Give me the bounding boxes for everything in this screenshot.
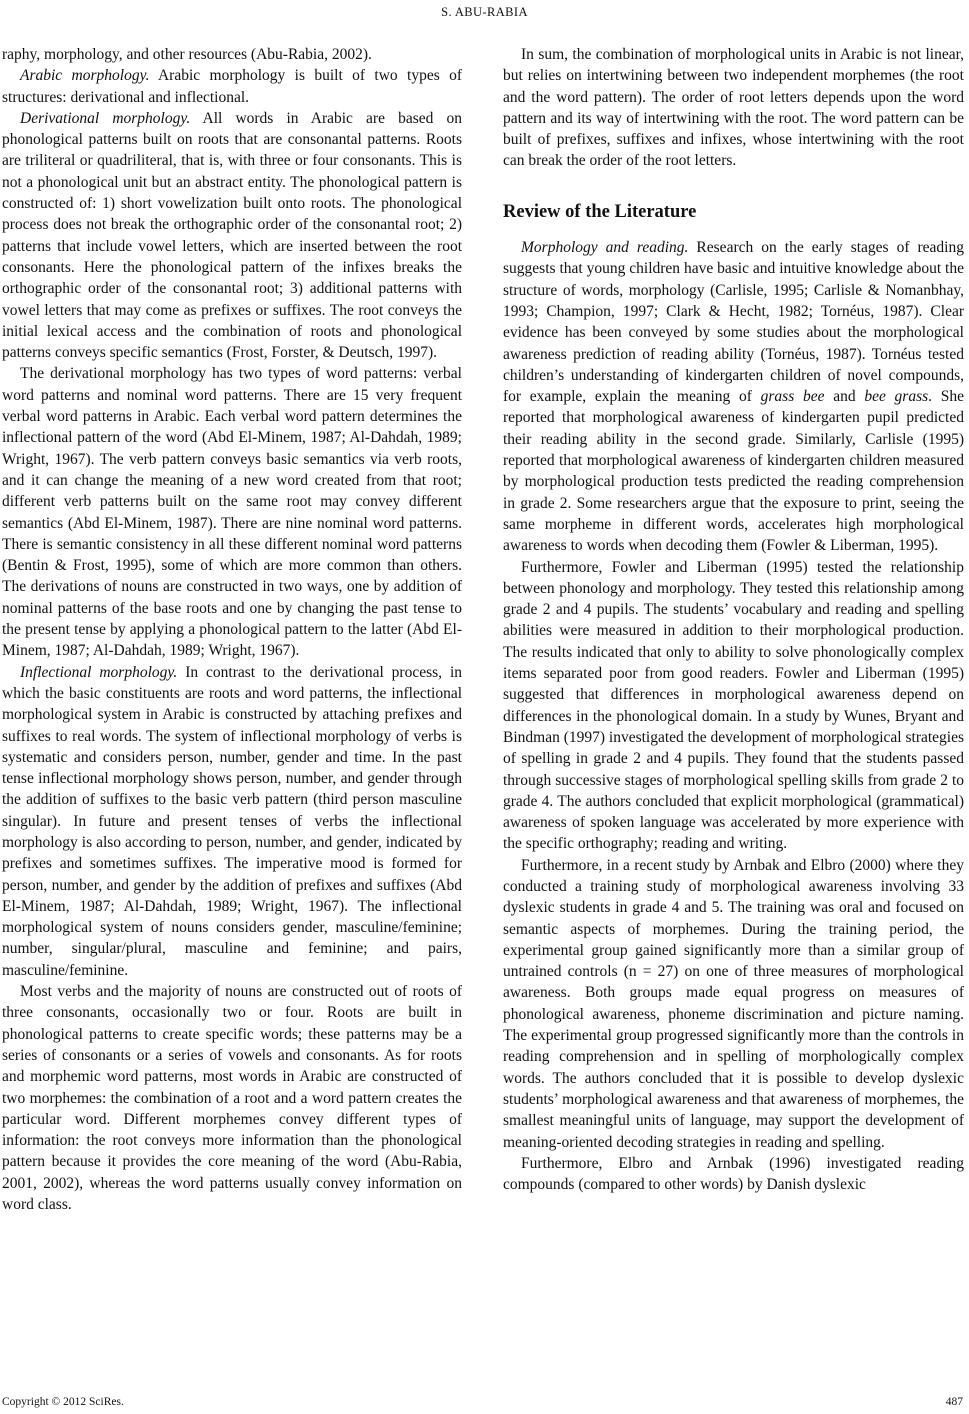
paragraph-lead: Derivational morphology.	[20, 109, 191, 127]
paragraph-lead: Arabic morphology.	[20, 67, 150, 85]
paragraph: Most verbs and the majority of nouns are constructed out of roots of three consonants, occasionally two or four. Roots are built in phonological patterns to create specific words; these patterns may be a series of consonants or a series of vowels and consonants. As for roots and morphemic word patterns, most words in Arabic are constructed of two morphemes: the combination of a root and a word pattern creates the particular word. Different morphemes convey different types of information: the root conveys more information than the phonological pattern because it provides the core meaning of the word (Abu-Rabia, 2001, 2002), whereas the word patterns usually convey information on word class.	[2, 983, 462, 1214]
paragraph-body: Arabic morphology is built of two types of structures: derivational and inflectional.	[2, 67, 462, 106]
paragraph-body: and	[824, 388, 865, 406]
right-column	[503, 44, 964, 1195]
paragraph: In sum, the combination of morphological units in Arabic is not linear, but relies on intertwining between two independent morphemes (the root and the word pattern). The order of root letters depends upon the word pattern and its way of intertwining with the root. The word pattern can be built of prefixes, suffixes and infixes, whose intertwining with the root can break the order of the root letters.	[503, 46, 964, 170]
section-heading: Review of the Literature	[503, 201, 697, 222]
paragraph: Furthermore, Fowler and Liberman (1995) tested the relationship between phonology and morphology. They tested this relationship among grade 2 and 4 pupils. The students’ vocabulary and reading and spelling abilities were measured in addition to their morphological production. The results indicated that only to ability to solve phonologically complex items separated poor from good readers. Fowler and Liberman (1995) suggested that differences in morphological awareness depend on differences in the phonological domain. In a study by Wunes, Bryant and Bindman (1997) investigated the development of morphological strategies of spelling in grade 2 and 4 pupils. They found that the students passed through successive stages of morphological spelling skills from grade 2 to grade 4. The authors concluded that explicit morphological (grammatical) awareness of spoken language was accelerated by more experience with the specific orthography; reading and writing.	[503, 558, 965, 853]
paragraph-morphology-and-reading	[503, 237, 964, 556]
paragraph-inflectional-morphology	[2, 662, 462, 981]
running-head: S. ABU-RABIA	[441, 5, 528, 19]
emphasis-term: grass bee	[760, 388, 825, 406]
page-number: 487	[945, 1396, 963, 1408]
paragraph-body: All words in Arabic are based on phonological patterns built on roots that are consonantal patterns. Roots are triliteral or quadriliteral, that is, with three or four consonants. This is not a phonological unit but an abstract entity. The phonological pattern is constructed of: 1) short vowelization built onto roots. The phonological process does not break the orthographic order of the consonantal root; 2) patterns that include vowel letters, which are inserted between the root consonants. Here the phonological pattern of the infixes breaks the orthographic order of the consonantal root; 3) additional patterns with vowel letters that may come as prefixes or suffixes. The root conveys the initial lexical access and the combination of roots and phonological patterns conveys specific semantics (Frost, Forster, & Deutsch, 1997).	[2, 109, 462, 362]
paragraph: Furthermore, Elbro and Arnbak (1996) investigated reading compounds (compared to other words) by Danish dyslexic	[503, 1154, 964, 1194]
paragraph-derivational-morphology	[2, 108, 462, 364]
paragraph: The derivational morphology has two types of word patterns: verbal word patterns and nominal word patterns. There are 15 very frequent verbal word patterns in Arabic. Each verbal word pattern determines the inflectional pattern of the word (Abd El-Minem, 1987; Al-Dahdah, 1989; Wright, 1967). The verb pattern conveys basic semantics via verb roots, and it can change the meaning of a new word created from that root; different verb patterns built on the same root may convey different semantics (Abd El-Minem, 1987). There are nine nominal word patterns. There is semantic consistency in all these different nominal word patterns (Bentin & Frost, 1995), some of which are more common than others. The derivations of nouns are constructed in two ways, one by addition of nominal patterns of the base roots and one by changing the past tense to the present tense by applying a phonological pattern to the latter (Abd El-Minem, 1987; Al-Dahdah, 1989; Wright, 1967).	[2, 365, 462, 660]
paragraph-arabic-morphology	[2, 65, 462, 108]
paragraph: raphy, morphology, and other resources (Abu-Rabia, 2002).	[2, 46, 372, 63]
paragraph-lead: Morphology and reading.	[521, 239, 689, 257]
paragraph-body: Research on the early stages of reading suggests that young children have basic and intuitive knowledge about the structure of words, morphology (Carlisle, 1995; Carlisle & Nomanbhay, 1993; Champion, 1997; Clark & Hecht, 1982; Tornéus, 1987). Clear evidence has been conveyed by some studies about the morphological awareness prediction of reading ability (Tornéus, 1987). Tornéus tested children’s understanding of kindergarten children of novel compounds, for example, explain the meaning of	[503, 239, 964, 406]
paragraph: Furthermore, in a recent study by Arnbak and Elbro (2000) where they conducted a training study of morphological awareness involving 33 dyslexic students in grade 4 and 5. The training was oral and focused on semantic aspects of morphemes. During the training period, the experimental group gained significantly more than a similar group of untrained controls (n = 27) on one of three measures of morphological awareness. Both groups made equal progress on measures of phonological awareness, phoneme discrimination and picture naming. The experimental group progressed significantly more than the controls in reading comprehension and in spelling of morphologically complex words. The authors concluded that it is possible to develop dyslexic students’ morphological awareness and that awareness of morphemes, the smallest meaningful units of language, may support the development of meaning-oriented decoding strategies in reading and spelling.	[503, 856, 964, 1151]
left-column	[2, 44, 462, 1215]
paragraph-body: In contrast to the derivational process, in which the basic constituents are roots and word patterns, the inflectional morphological system in Arabic is constructed by attaching prefixes and suffixes to real words. The system of inflectional morphology of verbs is systematic and considers person, number, gender and time. In the past tense inflectional morphology shows person, number, and gender through the addition of suffixes to the basic verb pattern (third person masculine singular). In future and present tenses of verbs the inflectional morphology is also according to person, number, and gender, indicated by prefixes and sometimes suffixes. The imperative mood is formed for person, number, and gender by the addition of prefixes and suffixes (Abd El-Minem, 1987; Al-Dahdah, 1989; Wright, 1967). The inflectional morphological system of nouns considers gender, masculine/feminine; number, singular/plural, masculine and feminine; and pairs, masculine/feminine.	[2, 663, 462, 979]
emphasis-term: bee grass	[864, 388, 929, 406]
paragraph-body: . She reported that morphological awareness of kindergarten pupil predicted their reading ability in the second grade. Similarly, Carlisle (1995) reported that morphological awareness of kindergarten children measured by morphological production tests predicted the reading comprehension in grade 2. Some researchers argue that the exposure to print, seeing the same morpheme in different words, accelerates high morphological awareness to words when decoding them (Fowler & Liberman, 1995).	[503, 388, 965, 555]
paragraph-lead: Inflectional morphology.	[20, 663, 178, 681]
copyright-footer: Copyright © 2012 SciRes.	[2, 1396, 124, 1408]
